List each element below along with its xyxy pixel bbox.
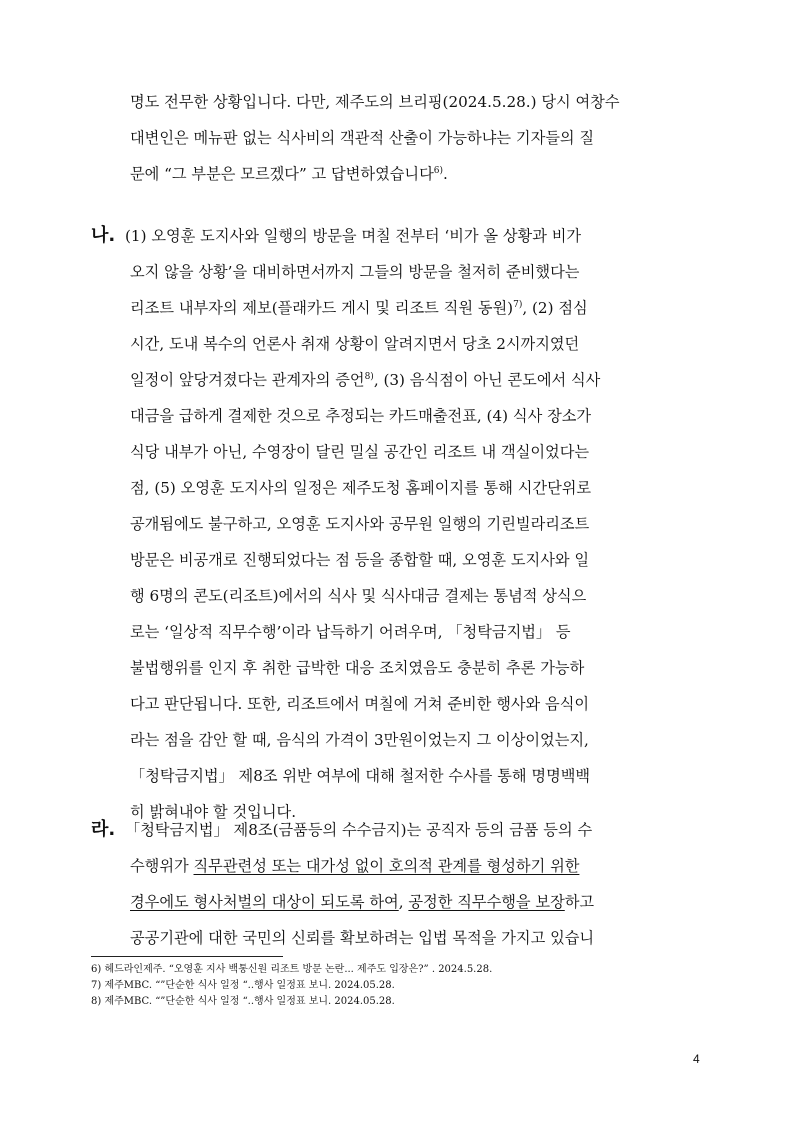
ra-line-3-tail: 하고: [564, 893, 595, 911]
intro-line-2: 대변인은 메뉴판 없는 식사비의 객관적 산출이 가능하냐는 기자들의 질: [130, 129, 595, 147]
ra-line-2: [130, 856, 579, 876]
na-line-1: (1) 오영훈 도지사와 일행의 방문을 며칠 전부터 ‘비가 올 상황과 비가: [125, 227, 582, 245]
na-line-5: [130, 370, 600, 390]
na-line-3-text: 리조트 내부자의 제보(플래카드 게시 및 리조트 직원 동원): [130, 299, 514, 317]
na-line-11: 행 6명의 콘도(리조트)에서의 식사 및 식사대금 결제는 통념적 상식으: [130, 587, 587, 605]
footnote-divider: [91, 956, 283, 957]
na-line-3: [130, 298, 588, 318]
na-line-6: 대금을 급하게 결제한 것으로 추정되는 카드매출전표, (4) 식사 장소가: [130, 407, 592, 425]
na-line-10: 방문은 비공개로 진행되었다는 점 등을 종합할 때, 오영훈 도지사와 일: [130, 551, 590, 569]
na-line-15: 라는 점을 감안 할 때, 음식의 가격이 3만원이었는지 그 이상이었는지,: [130, 731, 589, 749]
ra-line-2-underlined: 직무관련성 또는 대가성 없이 호의적 관계를 형성하기 위한: [193, 857, 580, 875]
na-line-14: 다고 판단됩니다. 또한, 리조트에서 며칠에 거쳐 준비한 행사와 음식이: [130, 695, 590, 713]
intro-line-3-text: 문에 “그 부분은 모르겠다” 고 답변하였습니다: [130, 165, 434, 183]
intro-line-1: 명도 전무한 상황입니다. 다만, 제주도의 브리핑(2024.5.28.) 당시 여창수: [130, 93, 620, 111]
ra-line-4: 공공기관에 대한 국민의 신뢰를 확보하려는 입법 목적을 가지고 있습니: [130, 929, 595, 947]
ra-line-1: 「청탁금지법」 제8조(금품등의 수수금지)는 공직자 등의 금품 등의 수: [125, 821, 593, 839]
ra-line-3: [130, 892, 594, 912]
footnote-ref-7: 7): [513, 299, 523, 310]
intro-line-3: [130, 164, 448, 184]
footnote-8: 8) 제주MBC. “”단순한 식사 일정 “..행사 일정표 보니. 2024.05.28.: [91, 996, 395, 1007]
section-ra-marker: 라.: [91, 819, 116, 840]
ra-line-3-underlined-a: 경우에도 형사처벌의 대상이 되도록 하여: [130, 893, 399, 911]
ra-line-2-text: 수행위가: [130, 857, 194, 875]
na-line-2: 오지 않을 상황’을 대비하면서까지 그들의 방문을 철저히 준비했다는: [130, 263, 580, 281]
footnote-ref-8: 8): [364, 371, 374, 382]
ra-line-3-underlined-b: 공정한 직무수행을 보장: [408, 893, 565, 911]
na-line-13: 불법행위를 인지 후 취한 급박한 대응 조치였음도 충분히 추론 가능하: [130, 659, 585, 677]
na-line-12: 로는 ‘일상적 직무수행’이라 납득하기 어려우며, 「청탁금지법」 등: [130, 623, 571, 641]
na-line-5-tail: , (3) 음식점이 아닌 콘도에서 식사: [373, 371, 601, 389]
section-na-marker: 나.: [91, 225, 116, 246]
na-line-7: 식당 내부가 아닌, 수영장이 달린 밀실 공간인 리조트 내 객실이었다는: [130, 443, 590, 461]
page-number: 4: [693, 1052, 700, 1066]
footnote-ref-6: 6): [433, 165, 443, 176]
footnote-7: 7) 제주MBC. “”단순한 식사 일정 “..행사 일정표 보니. 2024.05.28.: [91, 980, 395, 991]
na-line-16: 「청탁금지법」 제8조 위반 여부에 대해 철저한 수사를 통해 명명백백: [130, 767, 591, 785]
footnote-6: 6) 헤드라인제주. “오영훈 지사 백통신원 리조트 방문 논란... 제주도 입장은?” . 2024.5.28.: [91, 964, 493, 975]
na-line-5-text: 일정이 앞당겨졌다는 관계자의 증언: [130, 371, 365, 389]
intro-line-3-end: .: [443, 165, 448, 183]
na-line-17: 히 밝혀내야 할 것입니다.: [130, 803, 297, 821]
na-line-4: 시간, 도내 복수의 언론사 취재 상황이 알려지면서 당초 2시까지였던: [130, 335, 580, 353]
na-line-9: 공개됨에도 불구하고, 오영훈 도지사와 공무원 일행의 기린빌라리조트: [130, 515, 590, 533]
na-line-3-tail: , (2) 점심: [522, 299, 588, 317]
na-line-8: 점, (5) 오영훈 도지사의 일정은 제주도청 홈페이지를 통해 시간단위로: [130, 479, 592, 497]
ra-line-3-sep: ,: [398, 893, 409, 911]
